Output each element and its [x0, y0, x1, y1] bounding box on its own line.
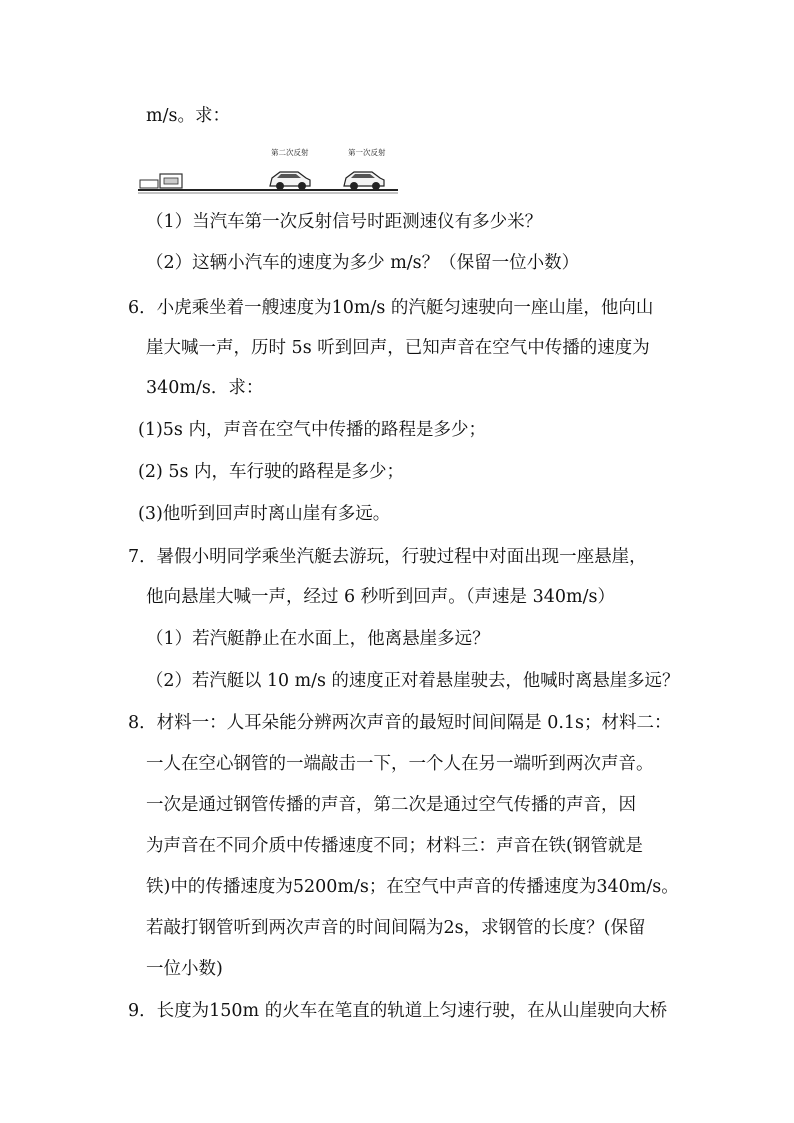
- problem-7-sub: （2）若汽艇以 10 m/s 的速度正对着悬崖驶去，他喊时离悬崖多远？: [146, 671, 680, 691]
- label-second-reflection: 第二次反射: [271, 148, 309, 157]
- problem-8-line: 若敲打钢管听到两次声音的时间间隔为2s，求钢管的长度？(保留: [146, 918, 646, 938]
- problem-6-line: 340m/s．求：: [146, 378, 264, 398]
- car-second-icon: [270, 172, 310, 190]
- car-first-icon: [344, 172, 384, 190]
- problem-8-line: 一人在空心钢管的一端敲击一下，一个人在另一端听到两次声音。: [146, 754, 654, 774]
- intro-tail: m/s。求：: [146, 106, 230, 126]
- problem-8-line: 一位小数): [146, 959, 223, 979]
- problem-8-line: 为声音在不同介质中传播速度不同；材料三：声音在铁(钢管就是: [146, 836, 643, 856]
- problem-7-line: 他向悬崖大喊一声，经过 6 秒听到回声。（声速是 340m/s）: [146, 587, 615, 607]
- problem-6-sub: (1)5s 内，声音在空气中传播的路程是多少；: [138, 420, 486, 440]
- problem-8-line: 铁)中的传播速度为5200m/s；在空气中声音的传播速度为340m/s。: [146, 877, 679, 897]
- speed-detector-icon: [140, 174, 182, 188]
- problem-7-sub: （1）若汽艇静止在水面上，他离悬崖多远？: [146, 629, 490, 649]
- reflection-diagram: [138, 138, 398, 200]
- intro-question-1: （1）当汽车第一次反射信号时距测速仪有多少米？: [146, 212, 543, 232]
- problem-6-sub: (2) 5s 内，车行驶的路程是多少；: [138, 462, 405, 482]
- problem-6-line: 崖大喊一声，历时 5s 听到回声，已知声音在空气中传播的速度为: [146, 338, 650, 358]
- problem-6-line: 6．小虎乘坐着一艘速度为10m/s 的汽艇匀速驶向一座山崖，他向山: [128, 298, 654, 318]
- label-first-reflection: 第一次反射: [348, 148, 386, 157]
- problem-8-line: 8．材料一：人耳朵能分辨两次声音的最短时间间隔是 0.1s；材料二：: [128, 713, 672, 733]
- problem-6-sub: (3)他听到回声时离山崖有多远。: [138, 504, 391, 524]
- problem-7-line: 7．暑假小明同学乘坐汽艇去游玩，行驶过程中对面出现一座悬崖，: [128, 547, 647, 567]
- problem-8-line: 一次是通过钢管传播的声音，第二次是通过空气传播的声音，因: [146, 795, 636, 815]
- intro-question-2: （2）这辆小汽车的速度为多少 m/s？（保留一位小数）: [146, 253, 580, 273]
- problem-9-line: 9．长度为150m 的火车在笔直的轨道上匀速行驶，在从山崖驶向大桥: [128, 1001, 668, 1021]
